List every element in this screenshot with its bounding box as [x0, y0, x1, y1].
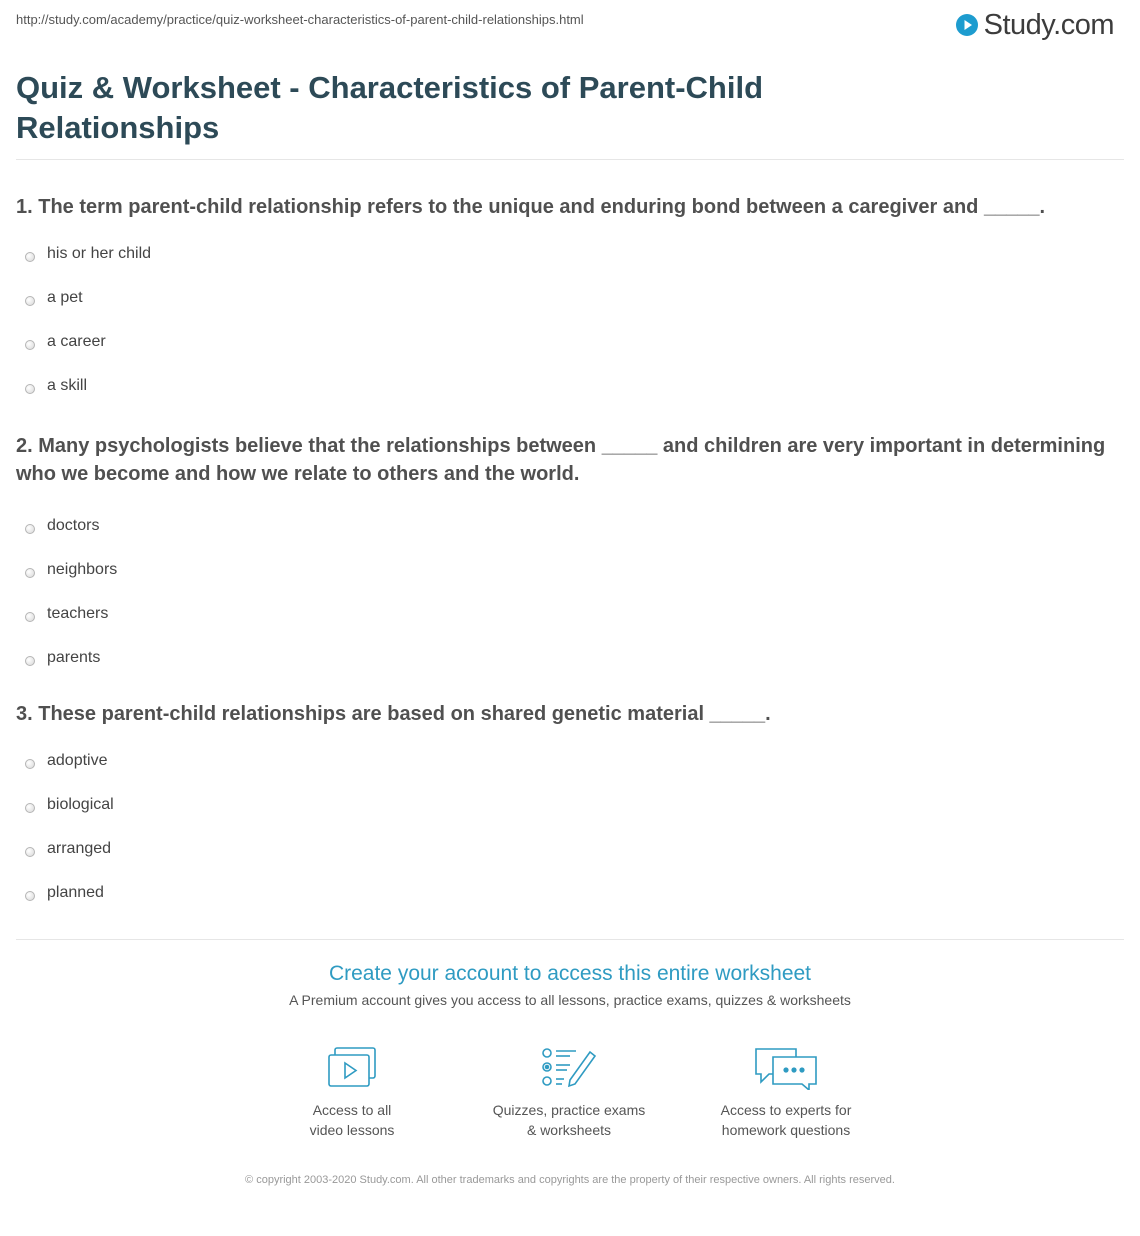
answer-option[interactable]: [16, 649, 1106, 696]
radio-button[interactable]: [25, 384, 35, 394]
feature-video-lessons: [252, 1046, 452, 1140]
question-text: 2. Many psychologists believe that the relationships between _____ and children are very important in determining who we become and how we relate to others and the world.: [16, 435, 1106, 485]
option-label: adoptive: [47, 752, 108, 769]
option-label: a skill: [47, 377, 88, 394]
cta-subtitle: A Premium account gives you access to all lessons, practice exams, quizzes & worksheets: [289, 992, 851, 1008]
feature-experts: [686, 1046, 886, 1140]
question-1: [16, 193, 1106, 424]
option-label: a pet: [47, 289, 83, 306]
radio-button[interactable]: [25, 296, 35, 306]
answer-option[interactable]: [16, 840, 1106, 887]
top-bar: [16, 10, 1120, 46]
feature-label-line: homework questions: [721, 1122, 851, 1138]
feature-label-line: Quizzes, practice exams: [492, 1102, 646, 1118]
answer-option[interactable]: [16, 796, 1106, 843]
feature-label: [469, 1100, 669, 1140]
options-list: [16, 245, 1106, 424]
feature-label-line: Access to experts for: [720, 1102, 852, 1118]
option-label: biological: [47, 796, 114, 813]
answer-option[interactable]: [16, 605, 1106, 652]
radio-button[interactable]: [25, 891, 35, 901]
answer-option[interactable]: [16, 377, 1106, 424]
radio-button[interactable]: [25, 656, 35, 666]
question-2: [16, 432, 1106, 696]
options-list: [16, 517, 1106, 696]
radio-button[interactable]: [25, 803, 35, 813]
feature-label: [252, 1100, 452, 1140]
radio-button[interactable]: [25, 340, 35, 350]
feature-label-line: Access to all: [312, 1102, 392, 1118]
radio-button[interactable]: [25, 759, 35, 769]
option-label: doctors: [47, 517, 100, 534]
option-label: parents: [47, 649, 101, 666]
radio-button[interactable]: [25, 524, 35, 534]
option-label: neighbors: [47, 561, 118, 578]
answer-option[interactable]: [16, 561, 1106, 608]
radio-button[interactable]: [25, 612, 35, 622]
answer-option[interactable]: [16, 752, 1106, 799]
section-divider: [16, 939, 1124, 940]
radio-button[interactable]: [25, 252, 35, 262]
option-label: a career: [47, 333, 106, 350]
copyright-footer: © copyright 2003-2020 Study.com. All other trademarks and copyrights are the property of their respective owners. All rights reserved.: [245, 1174, 895, 1186]
video-lessons-icon: [326, 1046, 378, 1090]
question-text: 1. The term parent-child relationship refers to the unique and enduring bond between a caregiver and _____.: [16, 196, 1046, 218]
feature-label: [686, 1100, 886, 1140]
feature-label-line: & worksheets: [526, 1122, 612, 1138]
answer-option[interactable]: [16, 245, 1106, 292]
study-logo[interactable]: [955, 10, 1114, 40]
answer-option[interactable]: [16, 289, 1106, 336]
feature-quizzes: [469, 1046, 669, 1140]
option-label: arranged: [47, 840, 112, 857]
option-label: planned: [47, 884, 104, 901]
answer-option[interactable]: [16, 333, 1106, 380]
question-3: [16, 700, 1106, 931]
page-url: http://study.com/academy/practice/quiz-worksheet-characteristics-of-parent-child-relationships.html: [16, 12, 584, 27]
answer-option[interactable]: [16, 517, 1106, 564]
create-account-link[interactable]: Create your account to access this entire worksheet: [328, 962, 812, 985]
question-text: 3. These parent-child relationships are based on shared genetic material _____.: [16, 703, 771, 725]
logo-text: Study.com: [983, 9, 1114, 41]
feature-label-line: video lessons: [309, 1122, 395, 1138]
options-list: [16, 752, 1106, 931]
chat-bubbles-icon: [753, 1046, 819, 1090]
radio-button[interactable]: [25, 847, 35, 857]
answer-option[interactable]: [16, 884, 1106, 931]
radio-button[interactable]: [25, 568, 35, 578]
title-divider: [16, 159, 1124, 160]
option-label: his or her child: [47, 245, 152, 262]
play-circle-icon: [955, 13, 979, 37]
page-title: Quiz & Worksheet - Characteristics of Parent-Child Relationships: [16, 70, 764, 145]
option-label: teachers: [47, 605, 109, 622]
quiz-checklist-icon: [540, 1046, 598, 1090]
